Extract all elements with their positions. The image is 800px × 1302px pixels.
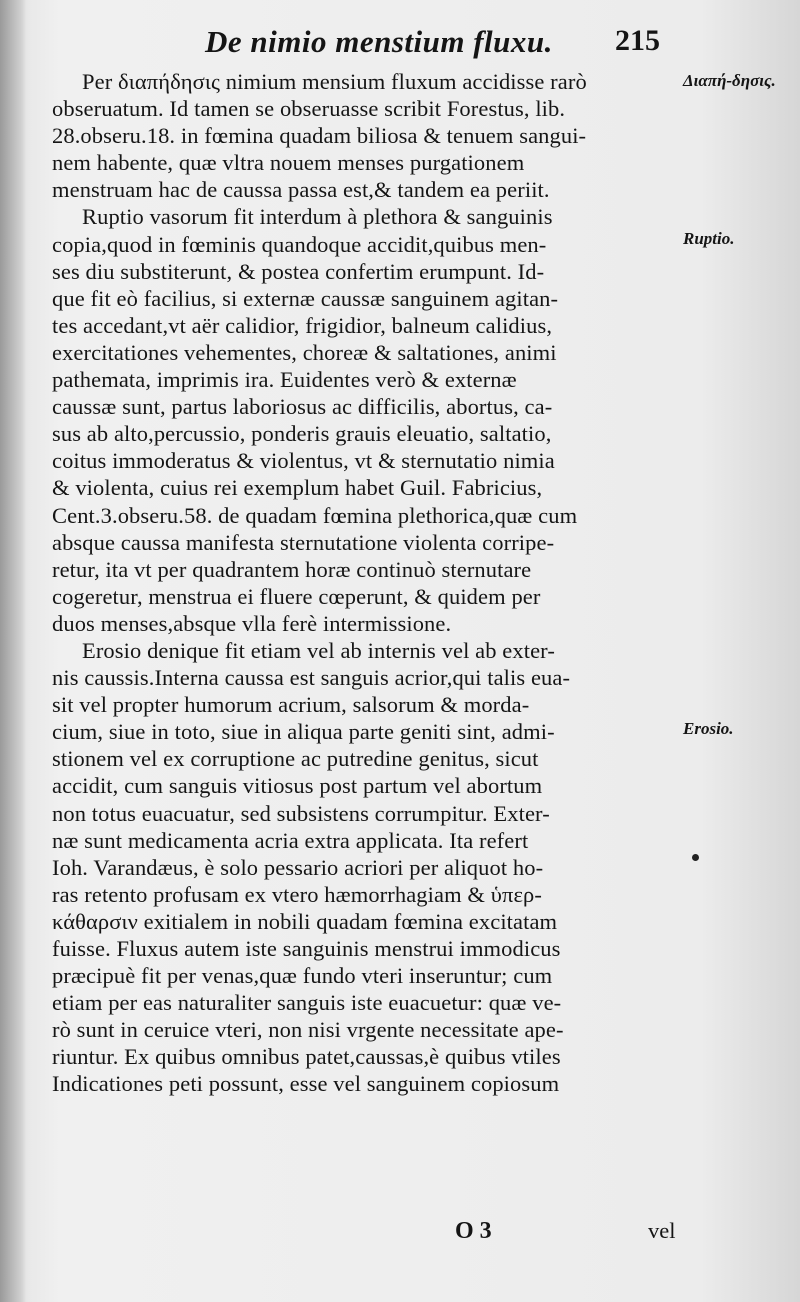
text-line: fuisse. Fluxus autem iste sanguinis menstrui immodicus (52, 936, 561, 961)
text-line: menstruam hac de caussa passa est,& tandem ea periit. (52, 177, 550, 203)
text-line: Indicationes peti possunt, esse vel sanguinem copiosum (52, 1071, 560, 1097)
text-line: sus ab alto,percussio, ponderis grauis eleuatio, saltatio, (52, 421, 552, 447)
text-line: obseruatum. Id tamen se obseruasse scribit Forestus, lib. (52, 96, 566, 122)
text-line: exercitationes vehementes, choreæ & saltationes, animi (52, 339, 557, 365)
page-header (0, 18, 800, 68)
text-line: copia,quod in fœminis quandoque accidit,quibus men- (52, 231, 547, 257)
running-title: De nimio menstium fluxu. (205, 24, 553, 59)
text-line: Erosio denique fit etiam vel ab internis vel ab exter- (82, 637, 555, 663)
text-line: Per διαπήδησις nimium mensium fluxum accidisse rarò (82, 69, 587, 94)
text-line: ras retento profusam ex vtero hæmorrhagiam & ὑπερ- (52, 881, 542, 907)
text-line: rò sunt in ceruice vteri, non nisi vrgente necessitate ape- (52, 1017, 564, 1043)
ink-dot-mark (692, 854, 699, 861)
marginal-note-ruptio: Ruptio. (683, 229, 735, 248)
text-line: stionem vel ex corruptione ac putredine genitus, sicut (52, 746, 539, 772)
text-line: sit vel propter humorum acrium, salsorum & morda- (52, 692, 530, 718)
text-line: absque caussa manifesta sternutatione violenta corripe- (52, 529, 555, 555)
text-line: caussæ sunt, partus laboriosus ac difficilis, abortus, ca- (52, 394, 553, 420)
text-line: pathemata, imprimis ira. Euidentes verò & externæ (52, 367, 517, 393)
text-line: κάθαρσιν exitialem in nobili quadam fœmina excitatam (52, 908, 558, 934)
text-line: etiam per eas naturaliter sanguis iste euacuetur: quæ ve- (52, 990, 562, 1016)
signature-mark: O 3 (455, 1218, 492, 1244)
text-line: non totus euacuatur, sed subsistens corrumpitur. Exter- (52, 800, 550, 826)
text-line: accidit, cum sanguis vitiosus post partum vel abortum (52, 773, 543, 799)
text-line: tes accedant,vt aër calidior, frigidior, balneum calidius, (52, 312, 553, 338)
text-line: duos menses,absque vlla ferè intermissione. (52, 610, 452, 636)
text-line: riuntur. Ex quibus omnibus patet,caussas,è quibus vtiles (52, 1044, 561, 1070)
text-line: Ruptio vasorum fit interdum à plethora & sanguinis (82, 204, 553, 230)
body-text (52, 68, 682, 1098)
page-gutter-shadow (0, 0, 26, 1302)
text-line: nem habente, quæ vltra nouem menses purgationem (52, 150, 525, 176)
marginal-note-erosio: Erosio. (683, 719, 734, 738)
text-line: coitus immoderatus & violentus, vt & sternutatio nimia (52, 448, 555, 474)
text-line: nis caussis.Interna caussa est sanguis acrior,qui talis eua- (52, 665, 571, 691)
text-line: retur, ita vt per quadrantem horæ continuò sternutare (52, 556, 532, 582)
text-line: ses diu substiterunt, & postea confertim erumpunt. Id- (52, 258, 545, 284)
catchword: vel (648, 1218, 676, 1243)
text-line: Cent.3.obseru.58. de quadam fœmina plethorica,quæ cum (52, 502, 578, 528)
text-line: næ sunt medicamenta acria extra applicata. Ita refert (52, 827, 529, 853)
text-line: præcipuè fit per venas,quæ fundo vteri inseruntur; cum (52, 963, 553, 989)
marginal-note-diapedesis: Διαπή-δησις. (683, 71, 776, 90)
text-line: cium, siue in toto, siue in aliqua parte geniti sint, admi- (52, 719, 555, 745)
text-line: & violenta, cuius rei exemplum habet Guil. Fabricius, (52, 475, 543, 501)
text-line: 28.obseru.18. in fœmina quadam biliosa & tenuem sangui- (52, 123, 587, 149)
page-number: 215 (615, 24, 660, 57)
text-line: que fit eò facilius, si externæ caussæ sanguinem agitan- (52, 285, 559, 311)
text-line: cogeretur, menstrua ei fluere cœperunt, & quidem per (52, 583, 541, 609)
text-line: Ioh. Varandæus, è solo pessario acriori per aliquot ho- (52, 854, 544, 880)
